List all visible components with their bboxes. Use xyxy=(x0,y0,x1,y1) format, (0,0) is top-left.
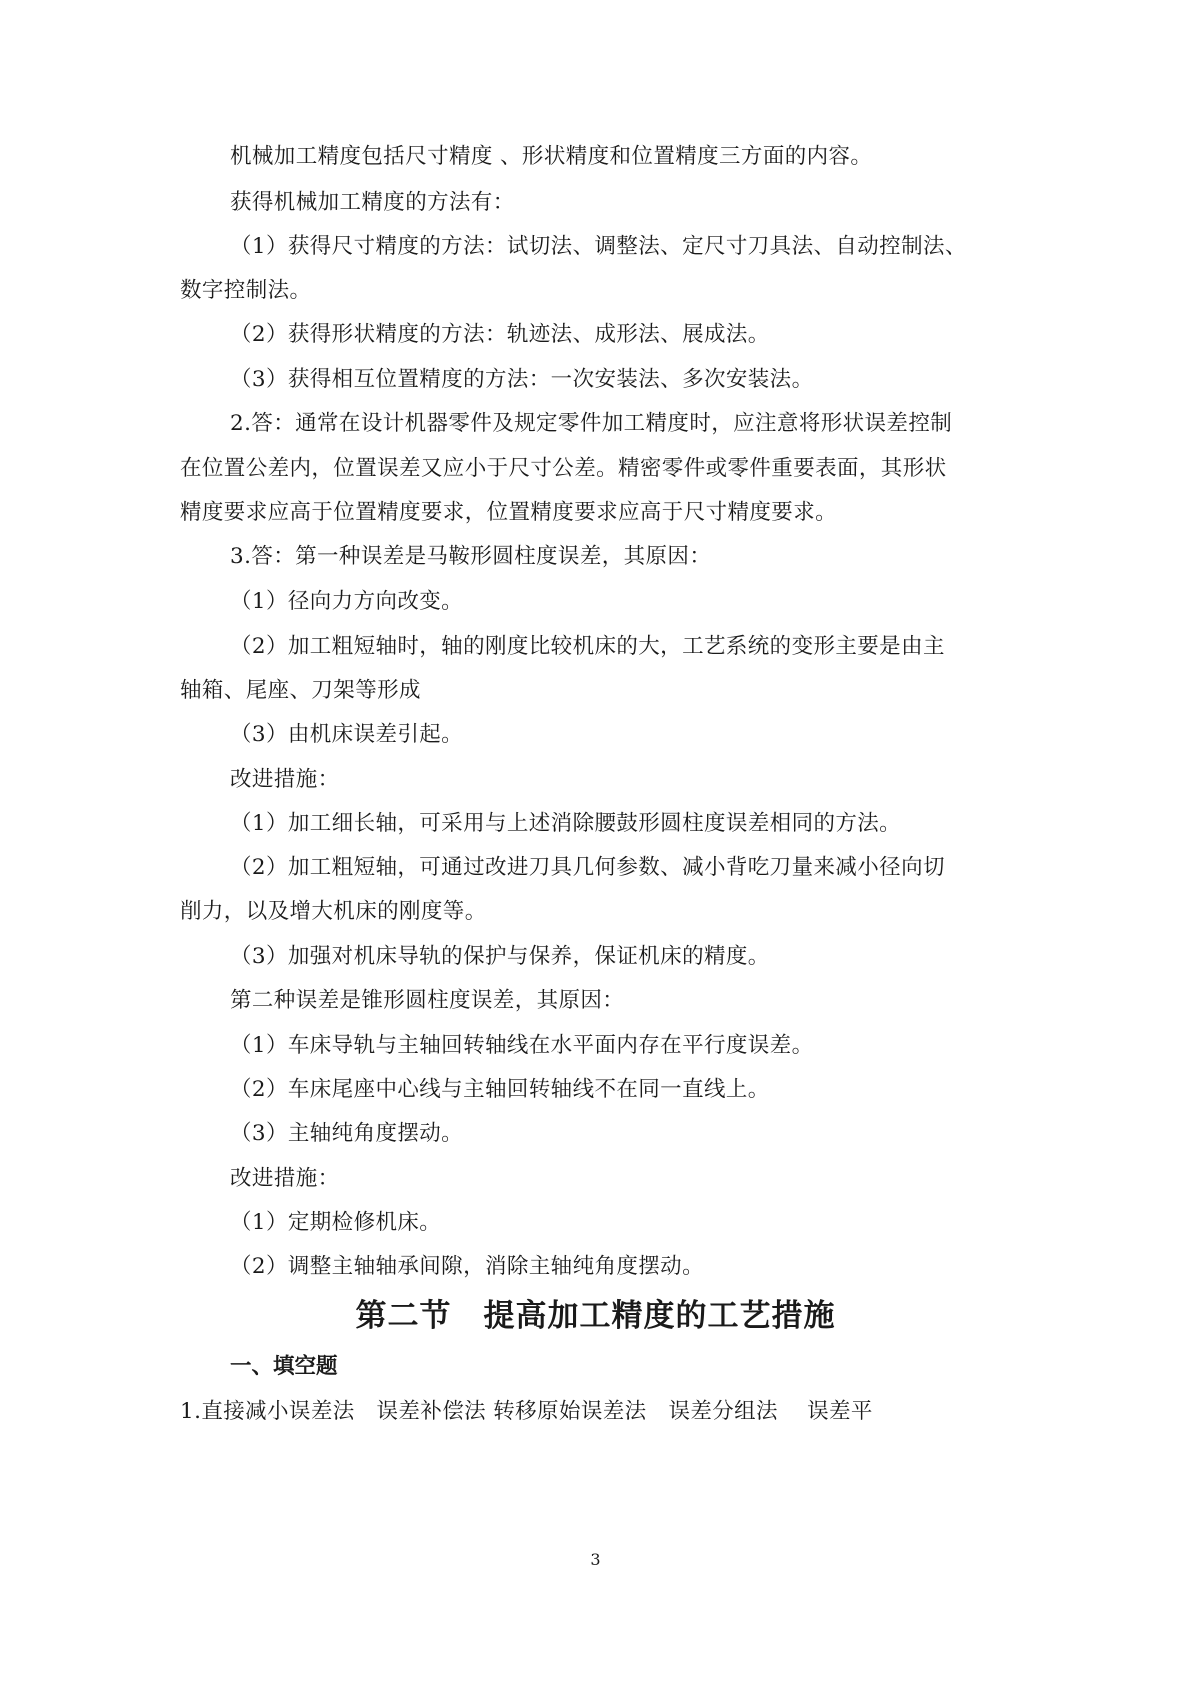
paragraph-line: 第二种误差是锥形圆柱度误差，其原因： xyxy=(230,988,625,1013)
paragraph-line: 数字控制法。 xyxy=(180,278,312,303)
paragraph-line: 1.直接减小误差法 误差补偿法 转移原始误差法 误差分组法 误差平 xyxy=(180,1399,873,1424)
paragraph-line: 在位置公差内，位置误差又应小于尺寸公差。精密零件或零件重要表面，其形状 xyxy=(180,456,947,481)
paragraph-line: 轴箱、尾座、刀架等形成 xyxy=(180,678,421,703)
paragraph-line: 削力，以及增大机床的刚度等。 xyxy=(180,899,487,924)
section-title: 第二节 提高加工精度的工艺措施 xyxy=(355,1298,836,1334)
paragraph-line: （2）调整主轴轴承间隙，消除主轴纯角度摆动。 xyxy=(230,1254,704,1279)
paragraph-line: 获得机械加工精度的方法有： xyxy=(230,190,515,215)
paragraph-line: 机械加工精度包括尺寸精度 、形状精度和位置精度三方面的内容。 xyxy=(230,144,873,169)
paragraph-line: （1）加工细长轴，可采用与上述消除腰鼓形圆柱度误差相同的方法。 xyxy=(230,811,902,836)
paragraph-line: （3）加强对机床导轨的保护与保养，保证机床的精度。 xyxy=(230,944,770,969)
paragraph-line: （2）获得形状精度的方法：轨迹法、成形法、展成法。 xyxy=(230,322,770,347)
paragraph-line: （1）定期检修机床。 xyxy=(230,1210,442,1235)
paragraph-line: （1）径向力方向改变。 xyxy=(230,589,464,614)
paragraph-line: 3.答：第一种误差是马鞍形圆柱度误差，其原因： xyxy=(230,544,712,569)
paragraph-line: （3）主轴纯角度摆动。 xyxy=(230,1121,464,1146)
paragraph-line: 精度要求应高于位置精度要求，位置精度要求应高于尺寸精度要求。 xyxy=(180,500,838,525)
paragraph-line: （3）获得相互位置精度的方法：一次安装法、多次安装法。 xyxy=(230,367,814,392)
page-number: 3 xyxy=(590,1550,601,1569)
paragraph-line: （2）车床尾座中心线与主轴回转轴线不在同一直线上。 xyxy=(230,1077,770,1102)
paragraph-line: （2）加工粗短轴，可通过改进刀具几何参数、减小背吃刀量来减小径向切 xyxy=(230,855,945,880)
paragraph-line: （1）车床导轨与主轴回转轴线在水平面内存在平行度误差。 xyxy=(230,1033,814,1058)
subheading: 一、填空题 xyxy=(230,1354,338,1379)
paragraph-line: （3）由机床误差引起。 xyxy=(230,722,464,747)
paragraph-line: 改进措施： xyxy=(230,1166,340,1191)
paragraph-line: 2.答：通常在设计机器零件及规定零件加工精度时，应注意将形状误差控制 xyxy=(230,411,953,436)
paragraph-line: 改进措施： xyxy=(230,767,340,792)
paragraph-line: （1）获得尺寸精度的方法：试切法、调整法、定尺寸刀具法、自动控制法、 xyxy=(230,234,967,259)
paragraph-line: （2）加工粗短轴时，轴的刚度比较机床的大，工艺系统的变形主要是由主 xyxy=(230,634,945,659)
